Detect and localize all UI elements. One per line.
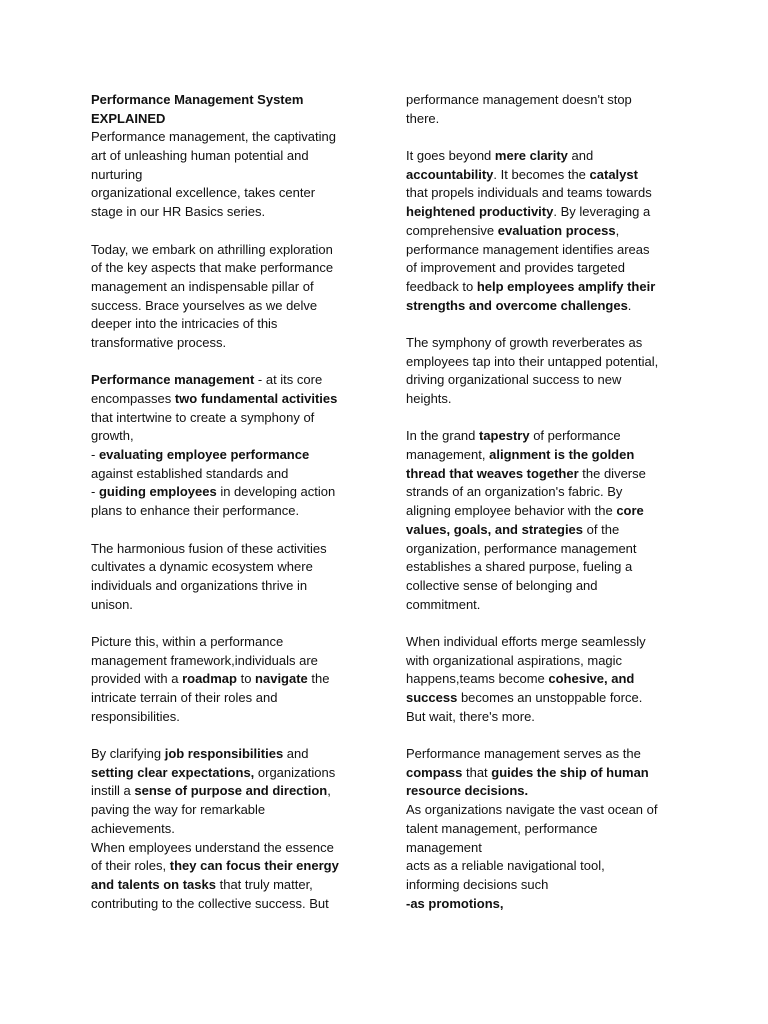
text-run: intricate terrain of their roles and	[91, 690, 278, 705]
paragraph-gap	[91, 614, 366, 633]
bold-text-run: two fundamental activities	[174, 391, 338, 406]
text-run: strands of an organization's fabric. By	[406, 484, 623, 500]
text-line	[406, 708, 686, 727]
bold-text-run: guides the ship of human	[491, 764, 649, 780]
bold-text-run: catalyst	[589, 166, 638, 182]
text-line	[406, 110, 686, 129]
paragraph-gap	[91, 726, 366, 745]
text-run: achievements.	[91, 820, 175, 836]
paragraph-gap	[406, 315, 686, 334]
bold-text-run: thread that weaves together	[406, 465, 579, 481]
text-line	[91, 502, 366, 521]
text-line	[406, 521, 686, 540]
text-line	[91, 670, 366, 689]
text-line	[91, 820, 366, 839]
text-line	[91, 857, 366, 876]
text-run: -	[91, 447, 99, 463]
text-run: unison.	[91, 596, 133, 612]
paragraph-gap	[406, 726, 686, 745]
text-run: there.	[406, 110, 440, 126]
paragraph-gap	[406, 614, 686, 633]
bold-text-run: and talents on tasks	[91, 876, 216, 892]
text-line	[91, 446, 366, 465]
text-line	[91, 334, 366, 353]
text-line	[406, 203, 686, 222]
text-line	[406, 184, 686, 203]
bold-text-run: evaluating employee performance	[98, 447, 310, 463]
text-line	[91, 297, 366, 316]
text-run: . It becomes the	[493, 166, 590, 182]
text-line	[406, 764, 686, 783]
left-text-column	[91, 91, 366, 913]
text-run: By clarifying	[91, 746, 165, 762]
text-line	[91, 839, 366, 858]
text-line	[91, 390, 366, 409]
text-line	[91, 558, 366, 577]
text-line	[406, 670, 686, 689]
text-run: Performance management, the captivating	[91, 129, 336, 145]
bold-text-run: success	[406, 690, 458, 705]
text-line	[91, 110, 366, 129]
text-line	[406, 222, 686, 241]
text-run: the diverse	[578, 465, 646, 481]
text-line	[406, 446, 686, 465]
text-line	[406, 278, 686, 297]
text-line	[91, 241, 366, 260]
text-line	[406, 745, 686, 764]
text-line	[91, 128, 366, 147]
text-line	[91, 184, 366, 203]
text-run: becomes an unstoppable force.	[457, 690, 643, 705]
text-line	[406, 633, 686, 652]
text-run: management,	[406, 447, 490, 463]
text-run: growth,	[91, 428, 134, 444]
bold-text-run: tapestry	[479, 428, 530, 444]
text-run: performance management identifies areas	[406, 241, 650, 257]
text-run: that	[462, 764, 492, 780]
paragraph-gap	[406, 128, 686, 147]
bold-text-run: cohesive, and	[548, 671, 635, 687]
text-run: Performance management serves as the	[406, 746, 641, 762]
text-run: and	[283, 746, 309, 762]
text-line	[406, 876, 686, 895]
bold-text-run: values, goals, and strategies	[406, 521, 584, 537]
text-run: management	[406, 839, 482, 855]
text-run: to	[236, 671, 256, 687]
text-line	[91, 259, 366, 278]
text-run: But wait, there's more.	[406, 708, 535, 724]
text-line	[406, 782, 686, 801]
text-line	[91, 203, 366, 222]
text-run: establishes a shared purpose, fueling a	[406, 559, 633, 575]
text-line	[91, 540, 366, 559]
text-run: nurturing	[91, 166, 143, 182]
bold-text-run: core	[616, 503, 644, 519]
text-line	[91, 801, 366, 820]
bold-text-run: Performance management	[91, 372, 255, 388]
text-run: commitment.	[406, 596, 481, 612]
bold-text-run: roadmap	[182, 671, 237, 687]
text-run: When employees understand the essence	[91, 839, 334, 855]
text-line	[406, 259, 686, 278]
bold-text-run: sense of purpose and direction	[134, 783, 328, 799]
text-line	[91, 633, 366, 652]
bold-text-run: setting clear expectations,	[91, 764, 255, 780]
text-run: The symphony of growth reverberates as	[406, 334, 643, 350]
bold-text-run: compass	[406, 764, 463, 780]
text-line	[406, 353, 686, 372]
bold-text-run: Performance Management System	[91, 92, 304, 107]
text-run: .	[627, 297, 632, 313]
text-line	[406, 857, 686, 876]
text-line	[91, 409, 366, 428]
text-run: organizations	[254, 764, 336, 780]
text-run: . By leveraging a	[553, 204, 651, 220]
text-line	[406, 558, 686, 577]
text-run: management framework,individuals are	[91, 652, 318, 668]
text-line	[406, 241, 686, 260]
right-text-column	[406, 91, 686, 913]
text-run: performance management doesn't stop	[406, 92, 632, 107]
text-line	[91, 652, 366, 671]
text-run: success. Brace yourselves as we delve	[91, 297, 318, 313]
text-line	[406, 801, 686, 820]
bold-text-run: mere clarity	[494, 148, 568, 164]
text-line	[91, 745, 366, 764]
text-line	[91, 596, 366, 615]
text-run: acts as a reliable navigational tool,	[406, 858, 605, 874]
text-run: happens,teams become	[406, 671, 549, 687]
text-line	[91, 278, 366, 297]
text-line	[91, 315, 366, 334]
bold-text-run: navigate	[255, 671, 308, 687]
text-run: encompasses	[91, 391, 175, 406]
text-run: instill a	[91, 783, 135, 799]
text-line	[406, 502, 686, 521]
text-line	[91, 876, 366, 895]
bold-text-run: accountability	[406, 166, 494, 182]
bold-text-run: job responsibilities	[164, 746, 284, 762]
text-run: driving organizational success to new	[406, 372, 622, 388]
text-run: collective sense of belonging and	[406, 577, 598, 593]
text-run: -	[91, 484, 99, 500]
text-run: with organizational aspirations, magic	[406, 652, 623, 668]
paragraph-gap	[91, 353, 366, 372]
text-run: of the key aspects that make performance	[91, 260, 334, 276]
text-run: In the grand	[406, 428, 479, 444]
text-line	[91, 371, 366, 390]
text-line	[406, 540, 686, 559]
text-line	[406, 147, 686, 166]
text-line	[91, 166, 366, 185]
text-run: Picture this, within a performance	[91, 633, 284, 649]
text-run: stage in our HR Basics series.	[91, 204, 266, 220]
text-run: deeper into the intricacies of this	[91, 316, 278, 332]
text-line	[91, 483, 366, 502]
text-run: The harmonious fusion of these activities	[91, 540, 327, 556]
bold-text-run: they can focus their energy	[169, 858, 339, 874]
text-run: of improvement and provides targeted	[406, 260, 625, 276]
text-run: organizational excellence, takes center	[91, 185, 316, 201]
text-line	[406, 577, 686, 596]
text-run: feedback to	[406, 278, 477, 294]
text-run: of performance	[529, 428, 621, 444]
text-run: that intertwine to create a symphony of	[91, 409, 315, 425]
text-run: heights.	[406, 391, 452, 406]
text-run: in developing action	[216, 484, 336, 500]
text-line	[406, 820, 686, 839]
text-line	[406, 652, 686, 671]
text-line	[406, 465, 686, 484]
text-line	[91, 782, 366, 801]
text-line	[406, 371, 686, 390]
text-run: contributing to the collective success. But	[91, 895, 329, 911]
text-run: individuals and organizations thrive in	[91, 577, 308, 593]
text-run: paving the way for remarkable	[91, 802, 266, 818]
text-run: provided with a	[91, 671, 183, 687]
bold-text-run: alignment is the golden	[489, 447, 635, 463]
text-run: that truly matter,	[215, 876, 313, 892]
text-run: of the	[583, 521, 620, 537]
bold-text-run: -as promotions,	[406, 895, 504, 911]
text-line	[91, 689, 366, 708]
text-run: It goes beyond	[406, 148, 495, 164]
text-run: employees tap into their untapped potential,	[406, 353, 659, 369]
paragraph-gap	[91, 222, 366, 241]
text-line	[91, 427, 366, 446]
text-line	[91, 91, 366, 110]
text-line	[91, 577, 366, 596]
text-run: As organizations navigate the vast ocean of	[406, 802, 658, 818]
text-run: and	[567, 148, 594, 164]
text-line	[406, 297, 686, 316]
text-run: art of unleashing human potential and	[91, 148, 309, 164]
bold-text-run: strengths and overcome challenges	[406, 297, 628, 313]
text-run: that propels individuals and teams towards	[406, 185, 652, 201]
paragraph-gap	[406, 409, 686, 428]
paragraph-gap	[91, 521, 366, 540]
text-line	[91, 895, 366, 914]
text-run: Today, we embark on athrilling exploration	[91, 241, 333, 257]
text-line	[406, 91, 686, 110]
text-line	[91, 465, 366, 484]
bold-text-run: resource decisions.	[406, 783, 529, 799]
text-run: informing decisions such	[406, 876, 549, 892]
text-run: talent management, performance	[406, 820, 598, 836]
text-run: of their roles,	[91, 858, 170, 874]
text-line	[406, 334, 686, 353]
text-run: the	[307, 671, 330, 687]
bold-text-run: evaluation process	[497, 222, 616, 238]
text-run: comprehensive	[406, 222, 498, 238]
bold-text-run: guiding employees	[98, 484, 217, 500]
bold-text-run: help employees amplify their	[476, 278, 656, 294]
text-line	[406, 390, 686, 409]
text-line	[406, 839, 686, 858]
text-run: cultivates a dynamic ecosystem where	[91, 559, 313, 575]
text-run: When individual efforts merge seamlessly	[406, 633, 646, 649]
text-line	[406, 427, 686, 446]
text-run: aligning employee behavior with the	[406, 503, 617, 519]
text-line	[91, 147, 366, 166]
text-line	[406, 596, 686, 615]
bold-text-run: heightened productivity	[406, 204, 554, 220]
text-line	[406, 166, 686, 185]
text-run: responsibilities.	[91, 708, 180, 724]
text-run: ,	[615, 222, 620, 238]
text-run: ,	[327, 783, 331, 799]
bold-text-run: EXPLAINED	[91, 110, 166, 126]
text-run: management an indispensable pillar of	[91, 278, 314, 294]
text-run: - at its core	[254, 372, 323, 388]
text-run: transformative process.	[91, 334, 227, 350]
text-run: plans to enhance their performance.	[91, 503, 300, 519]
text-run: against established standards and	[91, 465, 289, 481]
text-line	[91, 708, 366, 727]
text-run: organization, performance management	[406, 540, 637, 556]
text-line	[406, 483, 686, 502]
text-line	[406, 895, 686, 914]
text-line	[406, 689, 686, 708]
text-line	[91, 764, 366, 783]
